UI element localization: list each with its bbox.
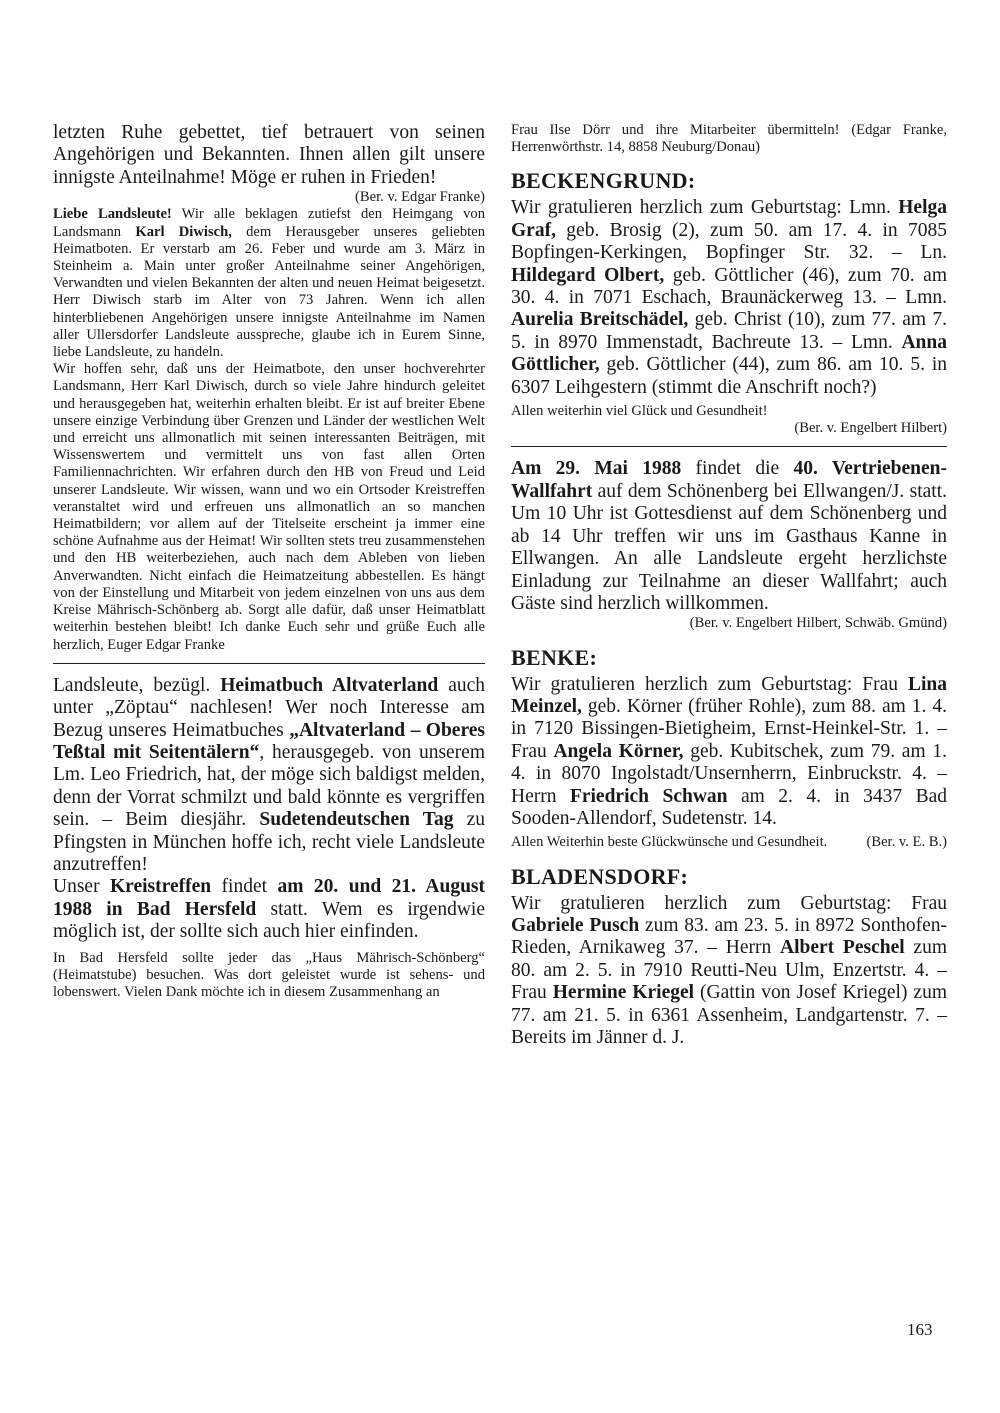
bold-span: Sudetendeutschen Tag (259, 809, 454, 831)
divider (53, 663, 485, 664)
text-span: am 2. 4. in 3437 Bad Sooden-Allendorf, Sudetenstr. 14. (511, 785, 947, 829)
paragraph-diwisch (53, 206, 485, 361)
paragraph-bladensdorf (511, 893, 947, 1050)
credit-hilbert-gmuend: (Ber. v. Engelbert Hilbert, Schwäb. Gmünd) (689, 615, 947, 632)
text-span: geb. Brosig (2), zum 50. am 17. 4. in 7085 Bopfingen-Kerkingen, Bopfinger Str. 32. – Ln. (511, 219, 947, 264)
text-span: zum 80. am 2. 5. in 7910 Reutti-Neu Ulm, Enzertstr. 4. – Frau (511, 937, 947, 1004)
credit-hilbert: (Ber. v. Engelbert Hilbert) (794, 420, 947, 437)
paragraph-bad-hersfeld: In Bad Hersfeld sollte jeder das „Haus Mährisch-Schönberg“ (Heimatstube) besuchen. Was dort geleistet wurde ist sehens- und lobenswert. Vielen Dank möchte ich in diesem Zusammenhang an (53, 949, 485, 1000)
paragraph-heimatbote: Wir hoffen sehr, daß uns der Heimatbote, den unser hochverehrter Landsmann, Herr Karl Diwisch, durch so viele Jahre hindurch geleitet und herausgegeben hat, weiterhin erhalten bleibt. Er ist auf breiter Ebene unsere einzige Verbindung über Grenzen und Länder der westlichen Welt und erreicht uns allmonatlich mit seinen interessanten Beiträgen, mit Wissenswertem und vermittelt uns von fast allen Orten Familiennachrichten. Wir erfahren durch den HB von Freud und Leid unserer Landsleute. Wir wissen, wann und wo ein Ortsoder Kreistreffen veranstaltet wird und erfreuen uns allmonatlich an so manchen Heimatbildern; vor allem auf der Titelseite erscheint ja immer eine schöne Aufnahme aus der Heimat! Wir sollten stets treu zusammenstehen und den HB weiterbeziehen, auch nach dem Ableben von lieben Anverwandten. Nicht einfach die Heimatzeitung abbestellen. Es hängt von der Einstellung und Mitarbeit von jedem einzelnen von uns aus dem Kreise Mährisch-Schönberg ab. Sorgt alle dafür, daß unser Heimatblatt weiterhin bestehen bleibt! Ich danke Euch sehr und grüße Euch alle herzlich, Euger Edgar Franke (53, 361, 485, 653)
page-number: 163 (907, 1320, 933, 1339)
bold-span: 40. Vertriebenen-Wallfahrt (511, 458, 948, 502)
text-span: geb. Göttlicher (46), zum 70. am 30. 4. in 7071 Eschach, Braunäckerweg 13. – Lmn. (511, 264, 947, 309)
name-karl-diwisch: Karl Diwisch, (135, 223, 232, 240)
left-column (53, 122, 485, 1001)
text-span: Unser (53, 876, 111, 898)
bold-span: Lina Meinzel, (511, 673, 947, 717)
credit-eb: (Ber. v. E. B.) (866, 834, 947, 851)
heading-beckengrund: BECKENGRUND: (511, 168, 696, 194)
paragraph-kreistreffen (53, 876, 485, 943)
bold-span: Hermine Kriegel (552, 982, 695, 1004)
divider (511, 446, 947, 447)
wish-benke (511, 834, 947, 851)
text-span: statt. Wem es irgendwie möglich ist, der sollte sich auch hier einfinden. (53, 898, 485, 943)
text-span: geb. Christ (10), zum 77. am 7. 5. in 8970 Immenstadt, Bachreute 13. – Lmn. (511, 309, 947, 353)
salutation: Liebe Landsleute! (53, 206, 172, 223)
wish-beckengrund: Allen weiterhin viel Glück und Gesundheit! (511, 403, 768, 420)
bold-span: Aurelia Breitschädel, (511, 309, 689, 331)
text-span: zu Pfingsten in München hoffe ich, recht viele Landsleute anzutreffen! (53, 809, 485, 875)
text-span: Wir gratulieren herzlich zum Geburtstag: Frau (511, 892, 947, 914)
text-span: , herausgegeb. von unserem Lm. Leo Friedrich, hat, der möge sich baldigst melden, denn der Vorrat schmilzt und bald könnte es vergriffen sein. – Beim diesjähr. (53, 741, 485, 831)
paragraph-wallfahrt (511, 458, 947, 615)
text-span: geb. Kubitschek, zum 79. am 1. 4. in 8070 Ingolstadt/Unsernherrn, Einbruckstr. 4. – Herrn (511, 740, 947, 807)
text-span: Wir gratulieren herzlich zum Geburtstag: Frau (511, 673, 908, 695)
bold-span: am 20. und 21. August 1988 in Bad Hersfeld (53, 876, 486, 920)
paragraph-benke (511, 674, 947, 831)
text-span: Landsleute, bezügl. (53, 674, 221, 696)
bold-span: Gabriele Pusch (511, 914, 640, 936)
bold-span: Kreistreffen (110, 876, 212, 898)
bold-span: Helga Graf, (511, 197, 947, 241)
text-span: dem Herausgeber unseres geliebten Heimatboten. Er verstarb am 26. Feber und wurde am 3. März in Steinheim a. Main unter großer Anteilnahme seiner Angehörigen, Verwandten und vielen Bekannten der alten und neuen Heimat beigesetzt. Herr Diwisch starb im Alter von 73 Jahren. Wenn ich allen hinterbliebenen Angehörigen unsere innigste Anteilnahme im Namen aller Ullersdorfer Landsleute ausspreche, glaube ich in Eurem Sinne, liebe Landsleute, zu handeln. (53, 223, 485, 361)
paragraph-obituary-end: letzten Ruhe gebettet, tief betrauert von seinen Angehörigen und Bekannten. Ihnen allen gilt unsere innigste Anteilnahme! Möge er ruhen in Frieden! (53, 122, 485, 188)
heading-benke: BENKE: (511, 644, 598, 670)
text-span: geb. Göttlicher (44), zum 86. am 10. 5. in 6307 Leihgestern (stimmt die Anschrift noch?) (511, 354, 947, 398)
text-span: auch unter „Zöptau“ nachlesen! Wer noch Interesse am Bezug unseres Heimatbuches (53, 674, 486, 741)
text-span: geb. Körner (früher Rohle), zum 88. am 1. 4. in 7120 Bissingen-Bietigheim, Ernst-Heinkel-Str. 1. – Frau (511, 695, 947, 762)
bold-span: „Altvaterland – Oberes Teßtal mit Seitentälern“ (53, 719, 486, 763)
text-span: zum 83. am 23. 5. in 8972 Sonthofen-Rieden, Arnikaweg 37. – Herrn (511, 914, 947, 959)
bold-span: Albert Peschel (780, 937, 905, 959)
bold-span: Anna Göttlicher, (511, 331, 947, 376)
paragraph-address: Frau Ilse Dörr und ihre Mitarbeiter übermitteln! (Edgar Franke, Herrenwörthstr. 14, 8858 Neuburg/Donau) (511, 122, 947, 156)
credit-edgar-franke: (Ber. v. Edgar Franke) (355, 189, 485, 206)
paragraph-heimatbuch (53, 675, 485, 877)
text-span: Allen Weiterhin beste Glückwünsche und Gesundheit. (511, 834, 828, 851)
right-column (511, 122, 947, 1049)
bold-span: Angela Körner, (553, 740, 684, 762)
bold-span: Am 29. Mai 1988 (511, 458, 682, 480)
text-span: (Gattin von Josef Kriegel) zum 77. am 21. 5. in 6361 Assenheim, Landgartenstr. 7. – Bereits im Jänner d. J. (511, 982, 947, 1048)
bold-span: Hildegard Olbert, (511, 264, 665, 286)
heading-bladensdorf: BLADENSDORF: (511, 863, 689, 889)
text-span: findet (211, 876, 278, 898)
bold-span: Heimatbuch Altvaterland (220, 674, 439, 696)
text-span: auf dem Schönenberg bei Ellwangen/J. statt. Um 10 Uhr ist Gottesdienst auf dem Schönenberg und ab 14 Uhr treffen wir uns im Gasthaus Kanne in Ellwangen. An alle Landsleute ergeht herzlichste Einladung zur Teilnahme an dieser Wallfahrt; auch Gäste sind herzlich willkommen. (511, 480, 947, 614)
paragraph-beckengrund (511, 197, 947, 399)
text-span: Wir alle beklagen zutiefst den Heimgang von Landsmann (53, 206, 485, 240)
bold-span: Friedrich Schwan (569, 785, 728, 807)
text-span: Wir gratulieren herzlich zum Geburtstag: Lmn. (511, 197, 899, 219)
text-span: findet die (681, 458, 794, 480)
